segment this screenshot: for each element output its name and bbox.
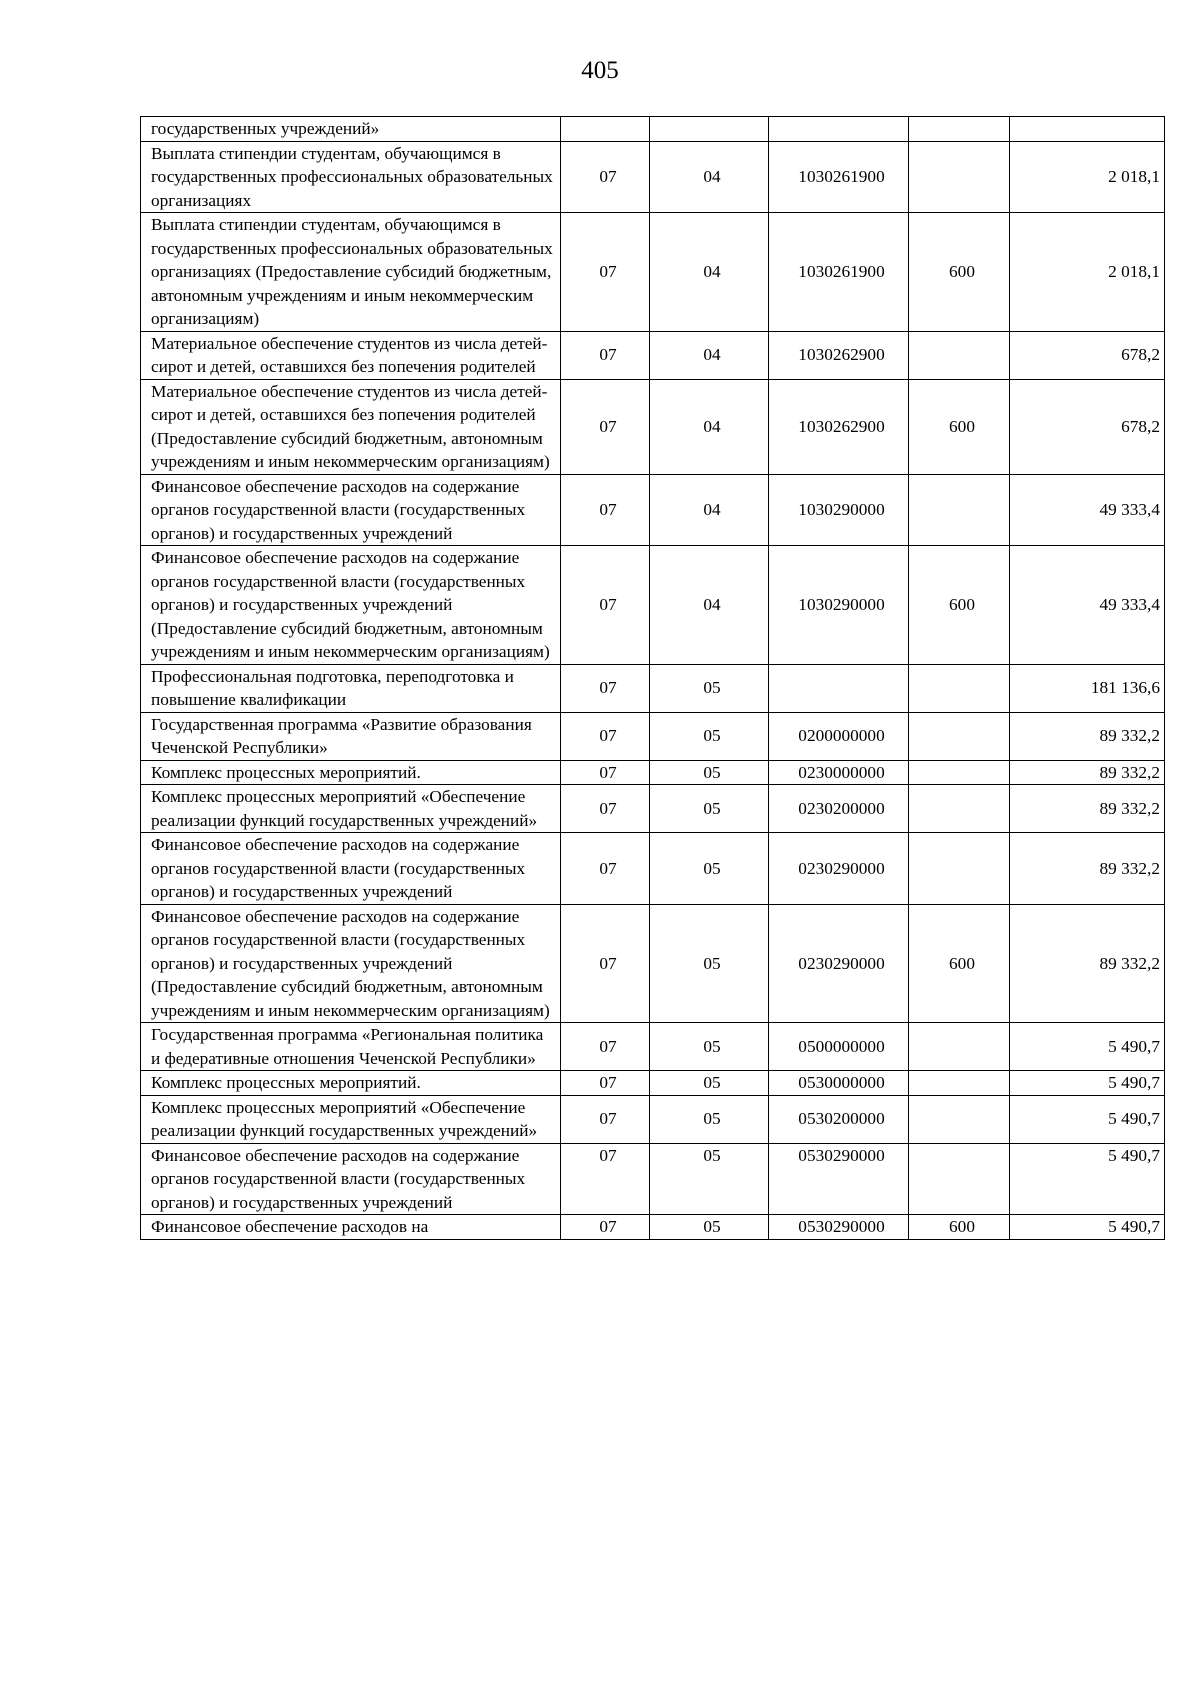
row-amount: 89 332,2 <box>1010 833 1165 905</box>
row-section-code: 07 <box>561 1095 650 1143</box>
row-section-code: 07 <box>561 213 650 332</box>
row-section-code: 07 <box>561 1143 650 1215</box>
row-expense-type: 600 <box>909 213 1010 332</box>
row-amount: 5 490,7 <box>1010 1215 1165 1240</box>
table-row <box>141 474 1165 546</box>
row-subsection-code: 04 <box>650 213 769 332</box>
row-subsection-code: 05 <box>650 1071 769 1096</box>
row-expense-type <box>909 1071 1010 1096</box>
row-subsection-code: 04 <box>650 546 769 665</box>
row-subsection-code: 05 <box>650 1095 769 1143</box>
row-subsection-code: 05 <box>650 760 769 785</box>
row-subsection-code: 04 <box>650 379 769 474</box>
row-section-code: 07 <box>561 331 650 379</box>
table-row <box>141 331 1165 379</box>
row-name: Комплекс процессных мероприятий «Обеспечение реализации функций государственных учреждений» <box>141 1095 561 1143</box>
row-target-article: 0230290000 <box>769 904 909 1023</box>
row-amount: 49 333,4 <box>1010 474 1165 546</box>
row-target-article: 0230200000 <box>769 785 909 833</box>
row-section-code: 07 <box>561 474 650 546</box>
table-row <box>141 1023 1165 1071</box>
row-subsection-code: 05 <box>650 1023 769 1071</box>
row-section-code: 07 <box>561 1071 650 1096</box>
row-target-article: 0530290000 <box>769 1215 909 1240</box>
row-target-article: 1030290000 <box>769 546 909 665</box>
row-amount: 89 332,2 <box>1010 760 1165 785</box>
row-amount: 678,2 <box>1010 379 1165 474</box>
row-target-article: 0530200000 <box>769 1095 909 1143</box>
row-section-code: 07 <box>561 760 650 785</box>
row-section-code: 07 <box>561 785 650 833</box>
row-name: государственных учреждений» <box>141 117 561 142</box>
row-amount: 5 490,7 <box>1010 1095 1165 1143</box>
row-amount: 89 332,2 <box>1010 904 1165 1023</box>
table-row <box>141 117 1165 142</box>
row-amount: 2 018,1 <box>1010 141 1165 213</box>
row-target-article <box>769 117 909 142</box>
row-section-code: 07 <box>561 712 650 760</box>
row-subsection-code: 04 <box>650 474 769 546</box>
row-amount: 89 332,2 <box>1010 785 1165 833</box>
budget-table <box>140 116 1165 1240</box>
row-expense-type <box>909 474 1010 546</box>
row-subsection-code: 05 <box>650 904 769 1023</box>
row-name: Финансовое обеспечение расходов на содержание органов государственной власти (государственных органов) и государственных учреждений (Предоставление субсидий бюджетным, автономным учреждениям и иным некоммерческим организациям) <box>141 546 561 665</box>
row-section-code: 07 <box>561 546 650 665</box>
table-row <box>141 546 1165 665</box>
table-row <box>141 760 1165 785</box>
row-expense-type: 600 <box>909 546 1010 665</box>
page-number: 405 <box>581 57 619 84</box>
table-row <box>141 833 1165 905</box>
table-row <box>141 141 1165 213</box>
table-row <box>141 1095 1165 1143</box>
row-target-article: 1030261900 <box>769 213 909 332</box>
row-name: Материальное обеспечение студентов из числа детей-сирот и детей, оставшихся без попечения родителей (Предоставление субсидий бюджетным, автономным учреждениям и иным некоммерческим организациям) <box>141 379 561 474</box>
row-section-code: 07 <box>561 379 650 474</box>
row-target-article: 0230000000 <box>769 760 909 785</box>
row-subsection-code: 05 <box>650 712 769 760</box>
row-name: Финансовое обеспечение расходов на содержание органов государственной власти (государственных органов) и государственных учреждений <box>141 474 561 546</box>
row-name: Профессиональная подготовка, переподготовка и повышение квалификации <box>141 664 561 712</box>
row-subsection-code: 05 <box>650 1215 769 1240</box>
row-subsection-code: 05 <box>650 833 769 905</box>
row-subsection-code: 05 <box>650 664 769 712</box>
row-target-article: 1030261900 <box>769 141 909 213</box>
row-target-article: 0200000000 <box>769 712 909 760</box>
row-expense-type: 600 <box>909 379 1010 474</box>
row-expense-type: 600 <box>909 1215 1010 1240</box>
row-name: Государственная программа «Развитие образования Чеченской Республики» <box>141 712 561 760</box>
row-expense-type <box>909 331 1010 379</box>
row-name: Комплекс процессных мероприятий «Обеспечение реализации функций государственных учреждений» <box>141 785 561 833</box>
row-amount: 89 332,2 <box>1010 712 1165 760</box>
table-row <box>141 1071 1165 1096</box>
row-expense-type <box>909 1095 1010 1143</box>
row-amount: 49 333,4 <box>1010 546 1165 665</box>
row-amount: 2 018,1 <box>1010 213 1165 332</box>
row-name: Финансовое обеспечение расходов на <box>141 1215 561 1240</box>
row-amount: 5 490,7 <box>1010 1071 1165 1096</box>
table-row <box>141 712 1165 760</box>
row-name: Материальное обеспечение студентов из числа детей-сирот и детей, оставшихся без попечения родителей <box>141 331 561 379</box>
row-name: Государственная программа «Региональная политика и федеративные отношения Чеченской Республики» <box>141 1023 561 1071</box>
row-section-code: 07 <box>561 141 650 213</box>
table-row <box>141 664 1165 712</box>
row-subsection-code: 05 <box>650 1143 769 1215</box>
row-amount: 181 136,6 <box>1010 664 1165 712</box>
budget-table-body <box>141 117 1165 1240</box>
row-name: Выплата стипендии студентам, обучающимся в государственных профессиональных образовательных организациях <box>141 141 561 213</box>
row-name: Комплекс процессных мероприятий. <box>141 1071 561 1096</box>
table-row <box>141 1143 1165 1215</box>
row-section-code: 07 <box>561 664 650 712</box>
row-target-article: 0530290000 <box>769 1143 909 1215</box>
row-expense-type <box>909 664 1010 712</box>
row-target-article: 1030290000 <box>769 474 909 546</box>
row-target-article: 1030262900 <box>769 331 909 379</box>
table-row <box>141 785 1165 833</box>
row-target-article: 0500000000 <box>769 1023 909 1071</box>
row-section-code: 07 <box>561 1023 650 1071</box>
table-row <box>141 379 1165 474</box>
row-expense-type <box>909 141 1010 213</box>
row-expense-type <box>909 785 1010 833</box>
row-subsection-code: 04 <box>650 141 769 213</box>
table-row <box>141 904 1165 1023</box>
row-expense-type <box>909 760 1010 785</box>
row-expense-type: 600 <box>909 904 1010 1023</box>
row-target-article: 0530000000 <box>769 1071 909 1096</box>
row-expense-type <box>909 117 1010 142</box>
row-name: Финансовое обеспечение расходов на содержание органов государственной власти (государственных органов) и государственных учреждений <box>141 1143 561 1215</box>
row-section-code: 07 <box>561 904 650 1023</box>
row-subsection-code: 05 <box>650 785 769 833</box>
row-expense-type <box>909 1023 1010 1071</box>
row-section-code <box>561 117 650 142</box>
row-expense-type <box>909 1143 1010 1215</box>
row-target-article: 0230290000 <box>769 833 909 905</box>
row-subsection-code: 04 <box>650 331 769 379</box>
table-row <box>141 213 1165 332</box>
row-subsection-code <box>650 117 769 142</box>
row-target-article: 1030262900 <box>769 379 909 474</box>
row-name: Комплекс процессных мероприятий. <box>141 760 561 785</box>
table-row <box>141 1215 1165 1240</box>
row-section-code: 07 <box>561 1215 650 1240</box>
row-expense-type <box>909 712 1010 760</box>
row-amount: 5 490,7 <box>1010 1143 1165 1215</box>
row-name: Финансовое обеспечение расходов на содержание органов государственной власти (государственных органов) и государственных учреждений (Предоставление субсидий бюджетным, автономным учреждениям и иным некоммерческим организациям) <box>141 904 561 1023</box>
row-amount <box>1010 117 1165 142</box>
row-amount: 5 490,7 <box>1010 1023 1165 1071</box>
row-name: Финансовое обеспечение расходов на содержание органов государственной власти (государственных органов) и государственных учреждений <box>141 833 561 905</box>
row-amount: 678,2 <box>1010 331 1165 379</box>
row-name: Выплата стипендии студентам, обучающимся в государственных профессиональных образовательных организациях (Предоставление субсидий бюджетным, автономным учреждениям и иным некоммерческим организациям) <box>141 213 561 332</box>
row-target-article <box>769 664 909 712</box>
row-expense-type <box>909 833 1010 905</box>
row-section-code: 07 <box>561 833 650 905</box>
